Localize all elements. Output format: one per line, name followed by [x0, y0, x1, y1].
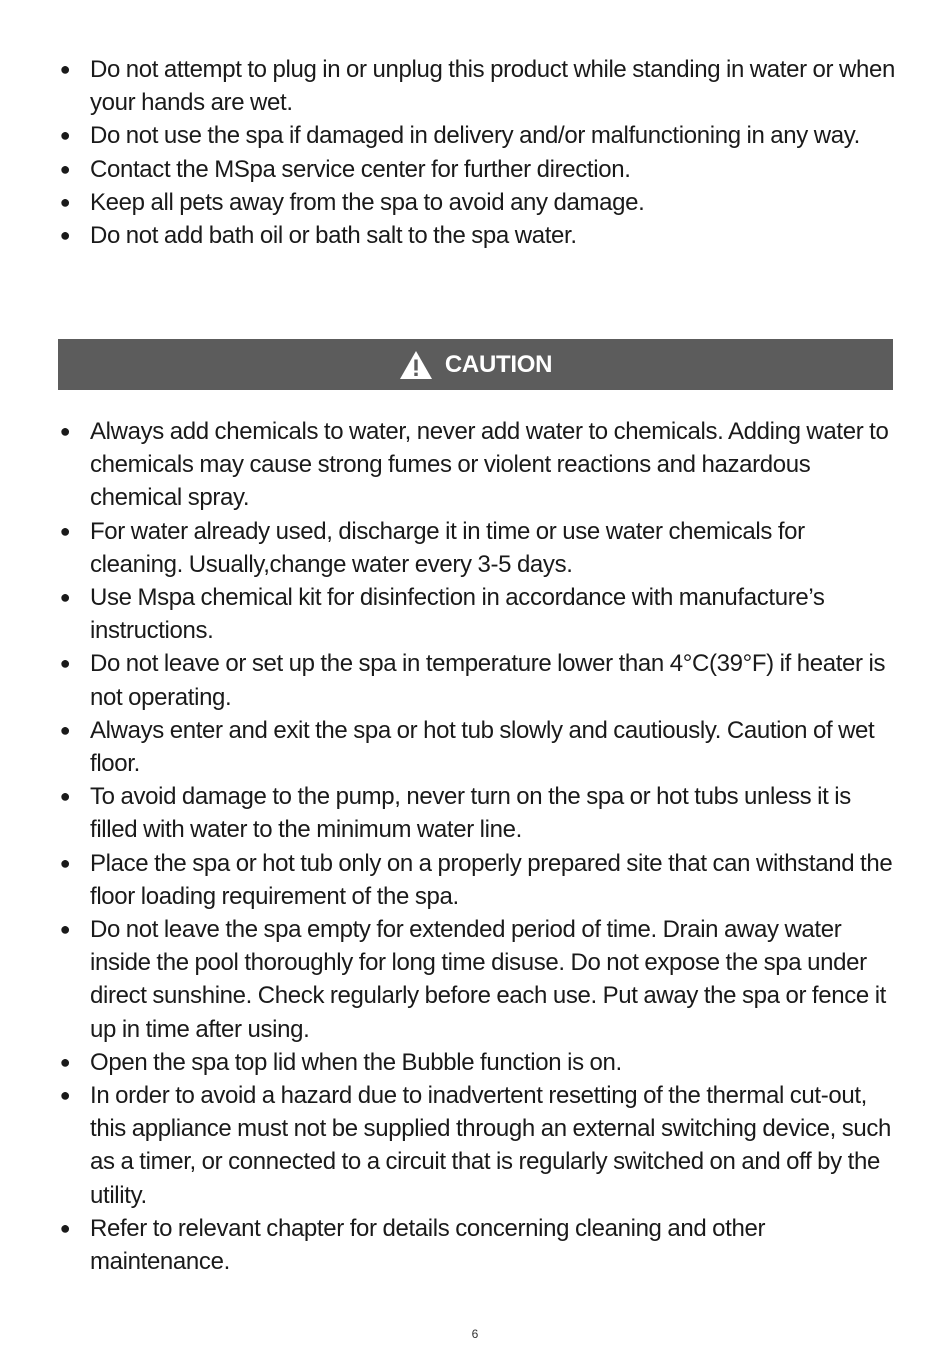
caution-header [58, 339, 893, 390]
list-item-text: Do not add bath oil or bath salt to the spa water. [90, 222, 577, 250]
list-item [58, 153, 898, 186]
list-item [58, 581, 898, 647]
list-item-text: Refer to relevant chapter for details concerning cleaning and other maintenance. [90, 1214, 766, 1276]
bullet-icon: ● [59, 125, 71, 146]
warnings-list [58, 53, 898, 252]
bullet-icon: ● [59, 1217, 71, 1238]
bullet-icon: ● [59, 919, 71, 940]
bullet-icon: ● [59, 653, 71, 674]
bullet-icon: ● [59, 421, 71, 441]
list-item [58, 186, 898, 219]
list-item-text: Place the spa or hot tub only on a properly prepared site that can withstand the floor loading requirement of the spa. [90, 849, 893, 910]
list-item [58, 1212, 898, 1278]
list-item [58, 647, 898, 713]
list-item-text: To avoid damage to the pump, never turn on the spa or hot tubs unless it is filled with water to the minimum water line. [90, 783, 851, 844]
warning-triangle-icon [399, 350, 433, 380]
list-item-text: Do not attempt to plug in or unplug this product while standing in water or when your hands are wet. [90, 56, 895, 117]
caution-list [58, 415, 898, 1278]
list-item-text: Open the spa top lid when the Bubble function is on. [90, 1048, 622, 1076]
list-item-text: Always add chemicals to water, never add water to chemicals. Adding water to chemicals may cause strong fumes or violent reactions and hazardous chemical spray. [90, 418, 889, 512]
list-item [58, 1079, 898, 1212]
list-item [58, 515, 898, 581]
list-item [58, 1046, 898, 1079]
list-item [58, 780, 898, 846]
bullet-icon: ● [59, 1051, 71, 1072]
bullet-icon: ● [59, 59, 71, 79]
list-item-text: Do not leave or set up the spa in temperature lower than 4°C(39°F) if heater is not operating. [90, 650, 886, 711]
bullet-icon: ● [59, 786, 71, 807]
bullet-icon: ● [59, 1085, 71, 1106]
list-item-text: For water already used, discharge it in time or use water chemicals for cleaning. Usually,change water every 3-5 days. [90, 517, 805, 578]
list-item-text: Do not leave the spa empty for extended period of time. Drain away water inside the pool thoroughly for long time disuse. Do not expose the spa under direct sunshine. Check regularly before each use. Put away the spa or fence it up in time after using. [90, 916, 886, 1043]
list-item [58, 415, 898, 515]
bullet-icon: ● [59, 587, 71, 608]
list-item [58, 714, 898, 780]
list-item-text: Do not use the spa if damaged in delivery and/or malfunctioning in any way. [90, 122, 860, 150]
list-item-text: In order to avoid a hazard due to inadvertent resetting of the thermal cut-out, this appliance must not be supplied through an external switching device, such as a timer, or connected to a circuit that is regularly switched on and off by the utility. [90, 1082, 892, 1209]
list-item-text: Always enter and exit the spa or hot tub slowly and cautiously. Caution of wet floor. [90, 716, 875, 778]
list-item-text: Contact the MSpa service center for further direction. [90, 155, 631, 183]
list-item-text: Keep all pets away from the spa to avoid any damage. [90, 188, 645, 216]
caution-title: CAUTION [444, 350, 553, 378]
bullet-icon: ● [59, 719, 71, 740]
list-item [58, 53, 898, 119]
bullet-icon: ● [59, 852, 71, 873]
bullet-icon: ● [59, 225, 71, 246]
page-number: 6 [471, 1327, 479, 1341]
bullet-icon: ● [59, 191, 71, 212]
list-item [58, 219, 898, 252]
list-item [58, 119, 898, 152]
bullet-icon: ● [59, 520, 71, 541]
list-item [58, 913, 898, 1046]
list-item [58, 847, 898, 913]
list-item-text: Use Mspa chemical kit for disinfection in accordance with manufacture’s instructions. [90, 584, 825, 645]
bullet-icon: ● [59, 158, 71, 179]
